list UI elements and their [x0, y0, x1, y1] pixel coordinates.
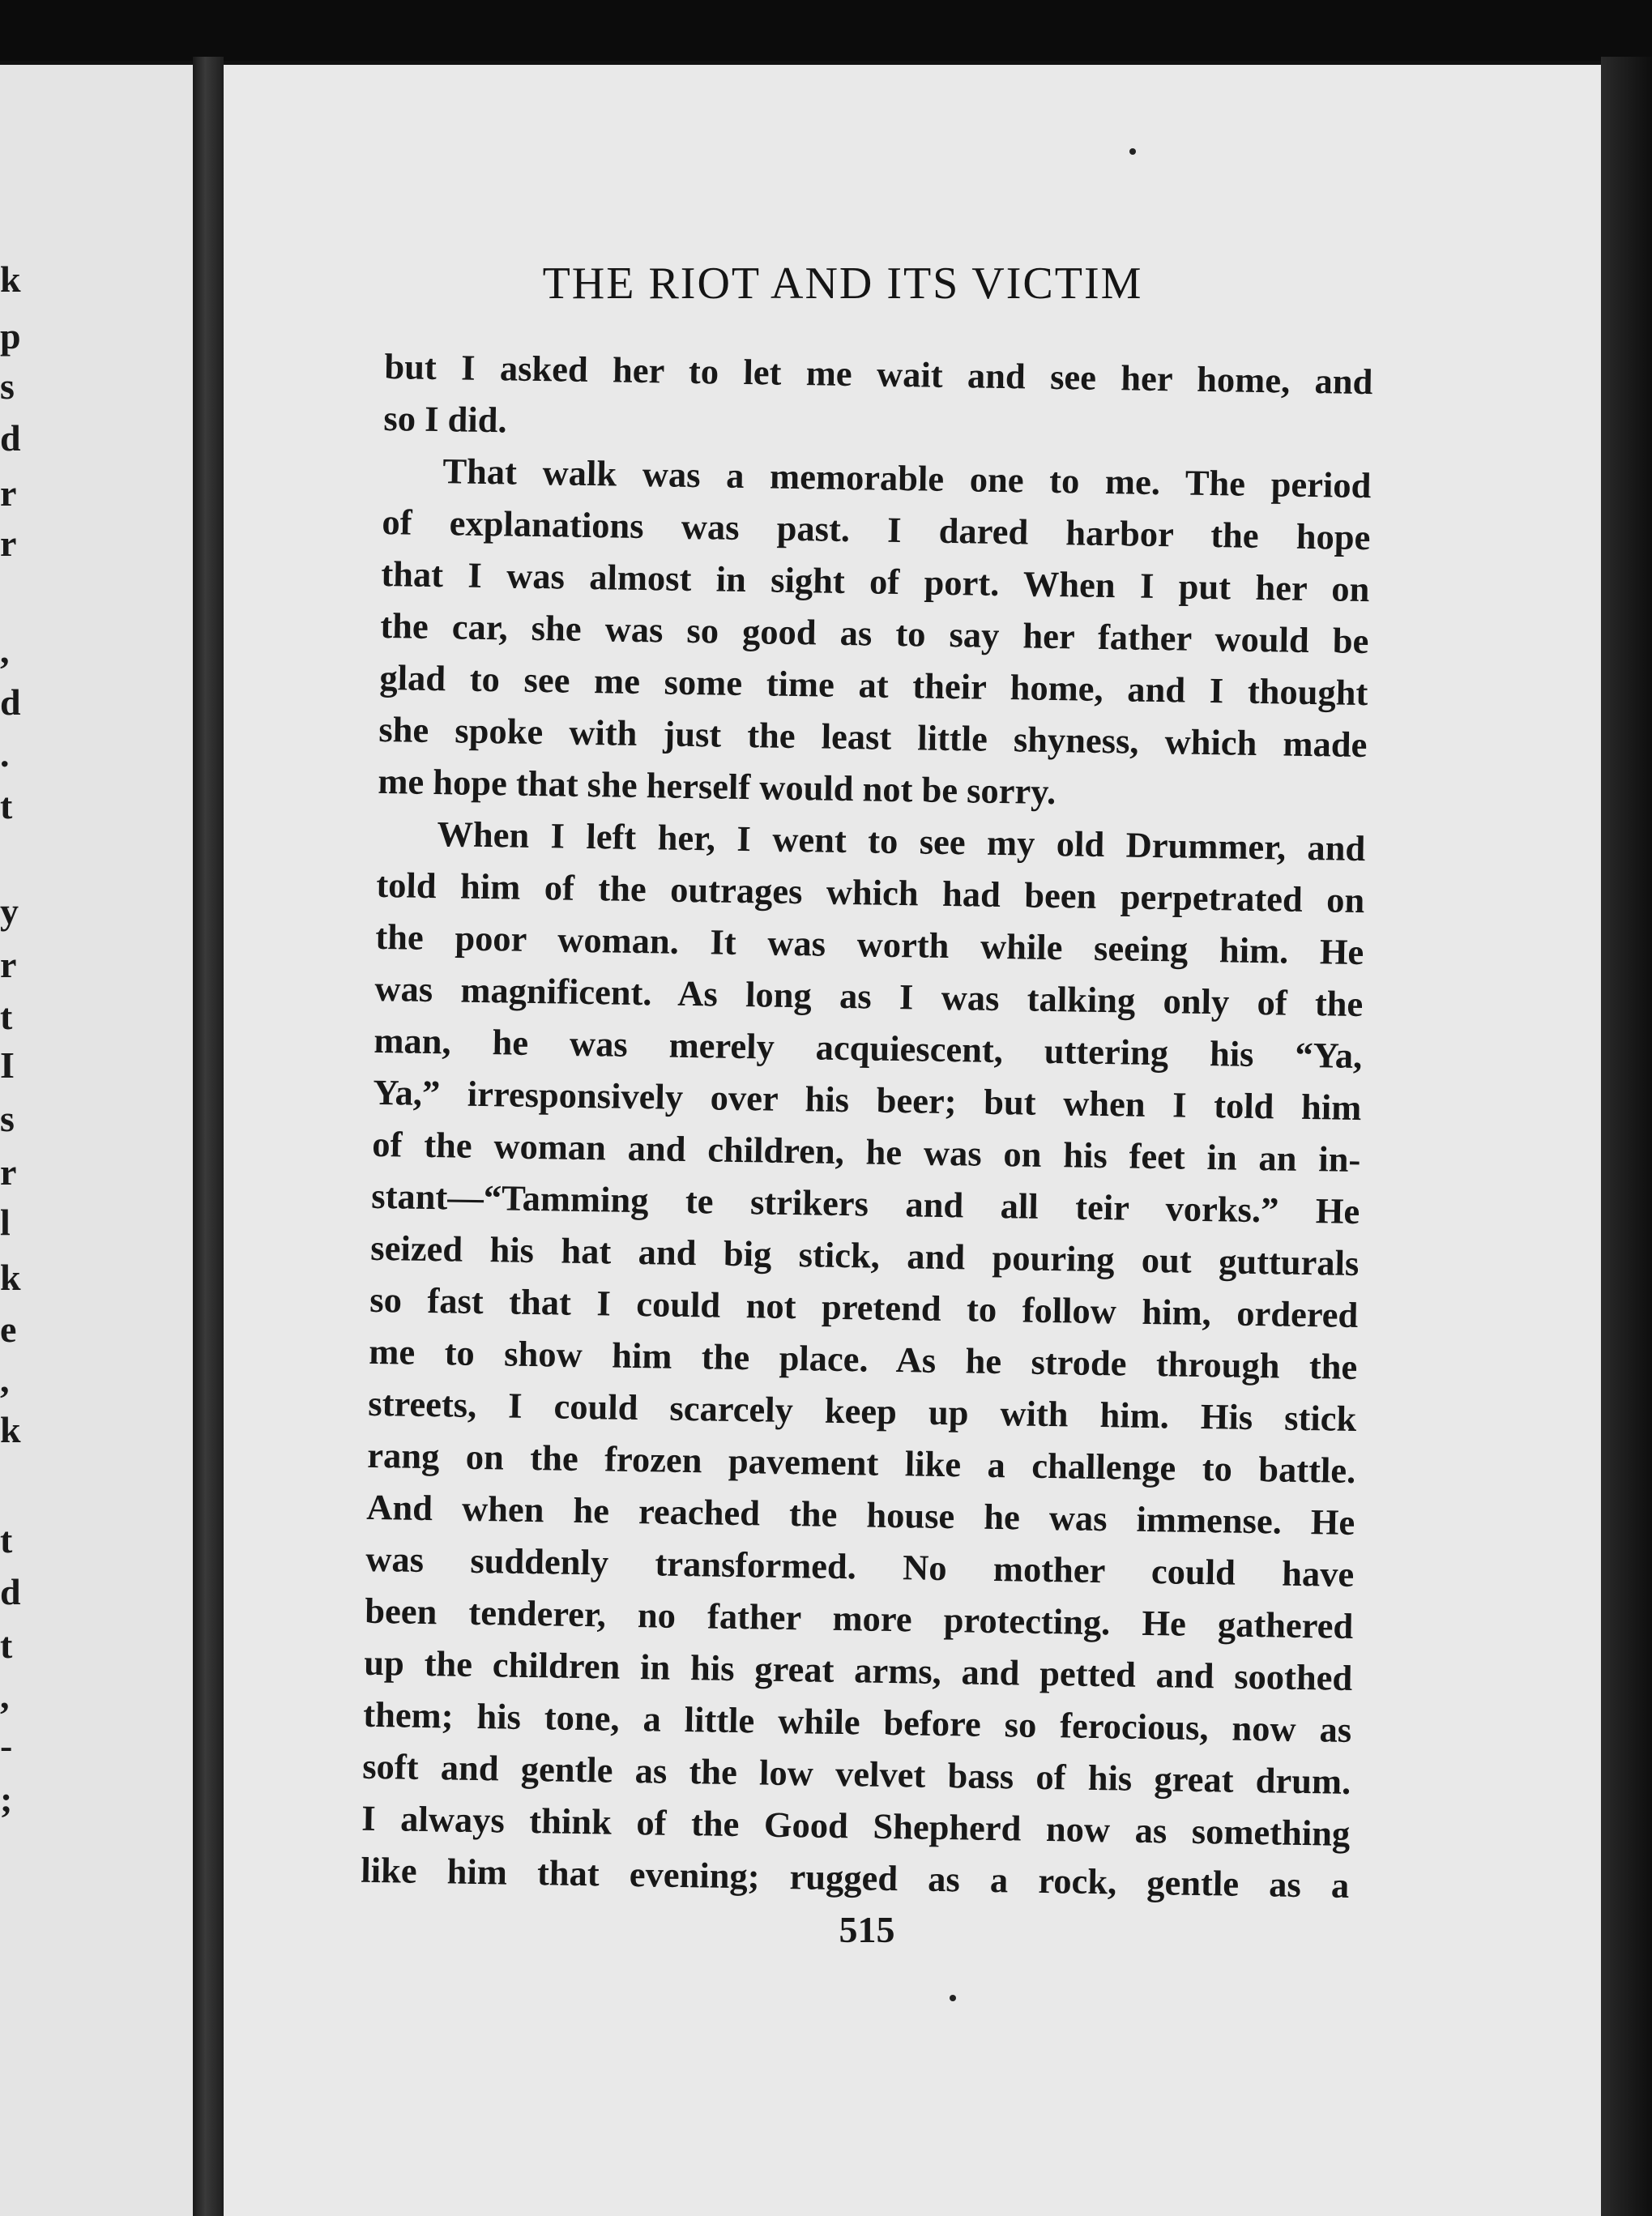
text-line: of explanations was past. I dared harbor the hope [382, 501, 1371, 558]
text-line: me hope that she herself would not be sorry. [378, 760, 1057, 813]
left-page-text-fragment: d [0, 1571, 21, 1612]
text-line: she spoke with just the least little shyness, which made [378, 708, 1368, 766]
text-line: the poor woman. It was worth while seeing him. He [375, 916, 1364, 973]
text-line: so fast that I could not pretend to follow him, ordered [369, 1279, 1359, 1336]
left-page-text-fragment: k [0, 1409, 21, 1450]
left-page-text-fragment: d [0, 681, 21, 723]
book-gutter [193, 57, 224, 2216]
text-line: told him of the outrages which had been perpetrated on [376, 864, 1365, 921]
left-page-text-fragment: I [0, 1044, 15, 1086]
left-page-text-fragment: d [0, 417, 21, 459]
left-page-edge [0, 65, 193, 2216]
body-text [361, 340, 1373, 1911]
text-line: me to show him the place. As he strode through the [369, 1330, 1358, 1388]
left-page-text-fragment: y [0, 890, 19, 932]
text-line: that I was almost in sight of port. When I put her on [381, 553, 1370, 610]
left-page-text-fragment: r [0, 523, 17, 564]
left-page-text-fragment: e [0, 1309, 17, 1350]
left-page-text-fragment: k [0, 1257, 21, 1298]
text-line: rang on the frozen pavement like a challenge to battle. [366, 1434, 1356, 1491]
text-line: of the woman and children, he was on his feet in an in- [372, 1123, 1361, 1181]
text-line: so I did. [383, 397, 507, 441]
text-line: I always think of the Good Shepherd now as something [361, 1797, 1351, 1854]
text-line: man, he was merely acquiescent, uttering his “Ya, [374, 1019, 1363, 1077]
text-line: soft and gentle as the low velvet bass of his great drum. [361, 1745, 1351, 1802]
left-page-text-fragment: , [0, 1359, 10, 1400]
text-line: When I left her, I went to see my old Drummer, and [437, 813, 1366, 869]
text-line: glad to see me some time at their home, and I thought [379, 656, 1368, 714]
left-page-text-fragment: s [0, 1098, 15, 1139]
left-page-text-fragment: l [0, 1202, 11, 1243]
top-dark-band [0, 0, 1652, 61]
left-page-text-fragment: s [0, 365, 15, 407]
left-page-text-fragment: p [0, 315, 21, 357]
running-head: THE RIOT AND ITS VICTIM [542, 258, 1143, 309]
text-line: been tenderer, no father more protecting. He gathered [364, 1590, 1354, 1646]
left-page-text-fragment: r [0, 1151, 17, 1193]
left-page-text-fragment: k [0, 258, 21, 300]
text-line: like him that evening; rugged as a rock, gentle as a [360, 1849, 1350, 1906]
text-line: stant—“Tamming te strikers and all teir vorks.” He [371, 1175, 1360, 1232]
text-line: but I asked her to let me wait and see her home, and [384, 345, 1373, 403]
text-line: them; his tone, a little while before so ferocious, now as [362, 1693, 1352, 1750]
left-page-text-fragment: t [0, 1625, 13, 1666]
text-line: streets, I could scarcely keep up with him. His stick [367, 1382, 1357, 1439]
left-page-text-fragment: , [0, 1675, 10, 1716]
text-line: seized his hat and big stick, and pouring out gutturals [370, 1227, 1360, 1284]
right-page-edge-shadow [1601, 57, 1652, 2216]
page-number: 515 [839, 1909, 895, 1950]
text-line: That walk was a memorable one to me. The period [442, 450, 1372, 506]
bottom-speck [950, 1995, 956, 2001]
left-page-text-fragment: t [0, 1519, 13, 1561]
text-line: the car, she was so good as to say her father would be [380, 604, 1369, 662]
left-page-text-fragment: ; [0, 1778, 13, 1820]
left-page-text-fragment: . [0, 733, 10, 775]
left-page-text-fragment: r [0, 472, 17, 514]
text-line: was magnificent. As long as I was talking only of the [374, 967, 1364, 1025]
left-page-text-fragment: - [0, 1725, 13, 1766]
text-line: And when he reached the house he was immense. He [365, 1486, 1355, 1543]
text-line: was suddenly transformed. No mother could have [365, 1538, 1355, 1595]
text-line: up the children in his great arms, and petted and soothed [363, 1642, 1353, 1698]
left-page-text-fragment: t [0, 996, 13, 1037]
left-page-text-fragment: r [0, 944, 17, 985]
text-line: Ya,” irresponsively over his beer; but when I told him [373, 1071, 1362, 1129]
left-page-text-fragment: , [0, 630, 10, 671]
left-page-text-fragment: t [0, 785, 13, 826]
top-speck [1129, 148, 1136, 155]
